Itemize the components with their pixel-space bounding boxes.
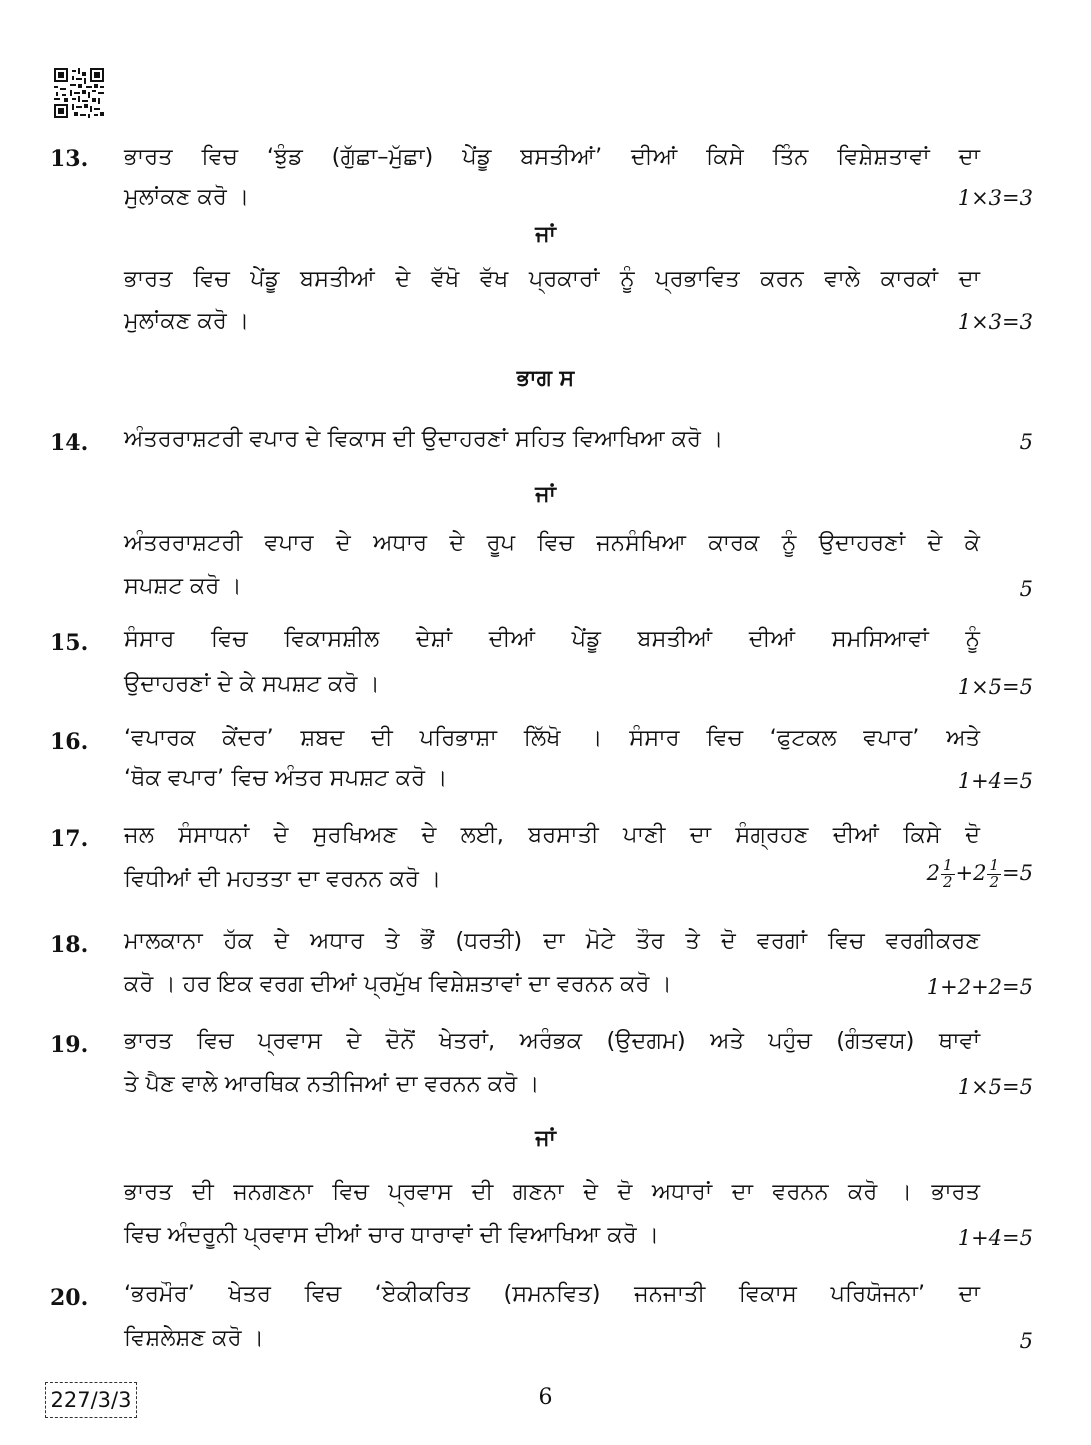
marks: 5 [1019, 577, 1033, 601]
alt-question-text-line: ਭਾਰਤ ਵਿਚ ਪੇਂਡੂ ਬਸਤੀਆਂ ਦੇ ਵੱਖੋ ਵੱਖ ਪ੍ਰਕਾਰਾਂ ਨੂੰ ਪ੍ਰਭਾਵਿਤ ਕਰਨ ਵਾਲੇ ਕਾਰਕਾਂ ਦਾ [124, 266, 980, 292]
question-number: 17. [50, 826, 89, 852]
question-number: 15. [50, 630, 89, 656]
question-text-line: ਕਰੋ । ਹਰ ਇਕ ਵਰਗ ਦੀਆਂ ਪ੍ਰਮੁੱਖ ਵਿਸ਼ੇਸ਼ਤਾਵਾਂ ਦਾ ਵਰਨਨ ਕਰੋ । [124, 971, 672, 997]
fraction-numerator: 1 [989, 856, 1000, 874]
or-separator: ਜਾਂ [535, 222, 556, 247]
qr-code-icon [54, 68, 104, 118]
question-text-line: ਭਾਰਤ ਵਿਚ ਪ੍ਰਵਾਸ ਦੇ ਦੋਨੋਂ ਖੇਤਰਾਂ, ਅਰੰਭਕ (ਉਦਗਮ) ਅਤੇ ਪਹੁੰਚ (ਗੰਤਵਯ) ਥਾਵਾਂ [124, 1028, 980, 1054]
marks-part: +2 [955, 860, 987, 885]
question-text-line: ਤੇ ਪੈਣ ਵਾਲੇ ਆਰਥਿਕ ਨਤੀਜਿਆਂ ਦਾ ਵਰਨਨ ਕਰੋ । [124, 1071, 540, 1097]
question-number: 13. [50, 146, 89, 172]
or-separator: ਜਾਂ [535, 1126, 556, 1151]
marks: 1+2+2=5 [926, 975, 1033, 999]
question-number: 14. [50, 430, 89, 456]
marks: 5 [1019, 430, 1033, 454]
question-number: 20. [50, 1285, 89, 1311]
marks: 1×3=3 [957, 310, 1033, 334]
question-text-line: ਉਦਾਹਰਣਾਂ ਦੇ ਕੇ ਸਪਸ਼ਟ ਕਰੋ । [124, 671, 380, 697]
marks-part: =5 [1002, 860, 1033, 885]
question-text-line: ‘ਭਰਮੌਰ’ ਖੇਤਰ ਵਿਚ ‘ਏਕੀਕਰਿਤ (ਸਮਨਵਿਤ) ਜਨਜਾਤੀ ਵਿਕਾਸ ਪਰਿਯੋਜਨਾ’ ਦਾ [124, 1281, 980, 1307]
fraction [987, 858, 1001, 891]
question-number: 16. [50, 729, 89, 755]
question-text-line: ਮਾਲਕਾਨਾ ਹੱਕ ਦੇ ਅਧਾਰ ਤੇ ਭੌਂ (ਧਰਤੀ) ਦਾ ਮੋਟੇ ਤੌਰ ਤੇ ਦੋ ਵਰਗਾਂ ਵਿਚ ਵਰਗੀਕਰਣ [124, 928, 980, 954]
question-text-line: ਅੰਤਰਰਾਸ਼ਟਰੀ ਵਪਾਰ ਦੇ ਵਿਕਾਸ ਦੀ ਉਦਾਹਰਣਾਂ ਸਹਿਤ ਵਿਆਖਿਆ ਕਰੋ । [124, 426, 724, 452]
marks: 1×3=3 [957, 186, 1033, 210]
marks: 1+4=5 [957, 1226, 1033, 1250]
question-text-line: ਵਿਧੀਆਂ ਦੀ ਮਹਤਤਾ ਦਾ ਵਰਨਨ ਕਰੋ । [124, 866, 442, 892]
question-number: 18. [50, 932, 89, 958]
paper-code: 227/3/3 [45, 1382, 137, 1418]
question-text-line: ‘ਥੋਕ ਵਪਾਰ’ ਵਿਚ ਅੰਤਰ ਸਪਸ਼ਟ ਕਰੋ । [124, 765, 448, 791]
or-separator: ਜਾਂ [535, 482, 556, 507]
marks: 5 [1019, 1329, 1033, 1353]
section-heading: ਭਾਗ ਸ [516, 366, 575, 391]
question-text-line: ਭਾਰਤ ਵਿਚ ‘ਝੁੰਡ (ਗੁੱਛਾ–ਮੁੱਛਾ) ਪੇਂਡੂ ਬਸਤੀਆਂ’ ਦੀਆਂ ਕਿਸੇ ਤਿੰਨ ਵਿਸ਼ੇਸ਼ਤਾਵਾਂ ਦਾ [124, 144, 980, 170]
marks-part: 2 [926, 860, 940, 885]
fraction [941, 858, 955, 891]
fraction-denominator: 2 [942, 872, 953, 891]
question-text-line: ਮੁਲਾਂਕਣ ਕਰੋ । [124, 184, 250, 210]
page-number: 6 [538, 1385, 553, 1410]
alt-question-text-line: ਵਿਚ ਅੰਦਰੂਨੀ ਪ੍ਰਵਾਸ ਦੀਆਂ ਚਾਰ ਧਾਰਾਵਾਂ ਦੀ ਵਿਆਖਿਆ ਕਰੋ । [124, 1222, 660, 1248]
question-text-line: ‘ਵਪਾਰਕ ਕੇਂਦਰ’ ਸ਼ਬਦ ਦੀ ਪਰਿਭਾਸ਼ਾ ਲਿੱਖੋ । ਸੰਸਾਰ ਵਿਚ ‘ਫੁਟਕਲ ਵਪਾਰ’ ਅਤੇ [124, 725, 980, 751]
marks: 1+4=5 [957, 769, 1033, 793]
fraction-numerator: 1 [942, 856, 953, 874]
alt-question-text-line: ਭਾਰਤ ਦੀ ਜਨਗਣਨਾ ਵਿਚ ਪ੍ਰਵਾਸ ਦੀ ਗਣਨਾ ਦੇ ਦੋ ਅਧਾਰਾਂ ਦਾ ਵਰਨਨ ਕਰੋ । ਭਾਰਤ [124, 1179, 980, 1205]
marks [927, 858, 1033, 891]
alt-question-text-line: ਮੁਲਾਂਕਣ ਕਰੋ । [124, 308, 250, 334]
question-number: 19. [50, 1032, 89, 1058]
alt-question-text-line: ਸਪਸ਼ਟ ਕਰੋ । [124, 573, 242, 599]
marks: 1×5=5 [957, 1075, 1033, 1099]
marks: 1×5=5 [957, 675, 1033, 699]
question-text-line: ਜਲ ਸੰਸਾਧਨਾਂ ਦੇ ਸੁਰਖਿਅਣ ਦੇ ਲਈ, ਬਰਸਾਤੀ ਪਾਣੀ ਦਾ ਸੰਗ੍ਰਹਣ ਦੀਆਂ ਕਿਸੇ ਦੋ [124, 822, 980, 848]
fraction-denominator: 2 [989, 872, 1000, 891]
alt-question-text-line: ਅੰਤਰਰਾਸ਼ਟਰੀ ਵਪਾਰ ਦੇ ਅਧਾਰ ਦੇ ਰੂਪ ਵਿਚ ਜਨਸੰਖਿਆ ਕਾਰਕ ਨੂੰ ਉਦਾਹਰਣਾਂ ਦੇ ਕੇ [124, 530, 980, 556]
question-text-line: ਵਿਸ਼ਲੇਸ਼ਣ ਕਰੋ । [124, 1325, 264, 1351]
question-text-line: ਸੰਸਾਰ ਵਿਚ ਵਿਕਾਸਸ਼ੀਲ ਦੇਸ਼ਾਂ ਦੀਆਂ ਪੇਂਡੂ ਬਸਤੀਆਂ ਦੀਆਂ ਸਮਸਿਆਵਾਂ ਨੂੰ [124, 626, 980, 652]
